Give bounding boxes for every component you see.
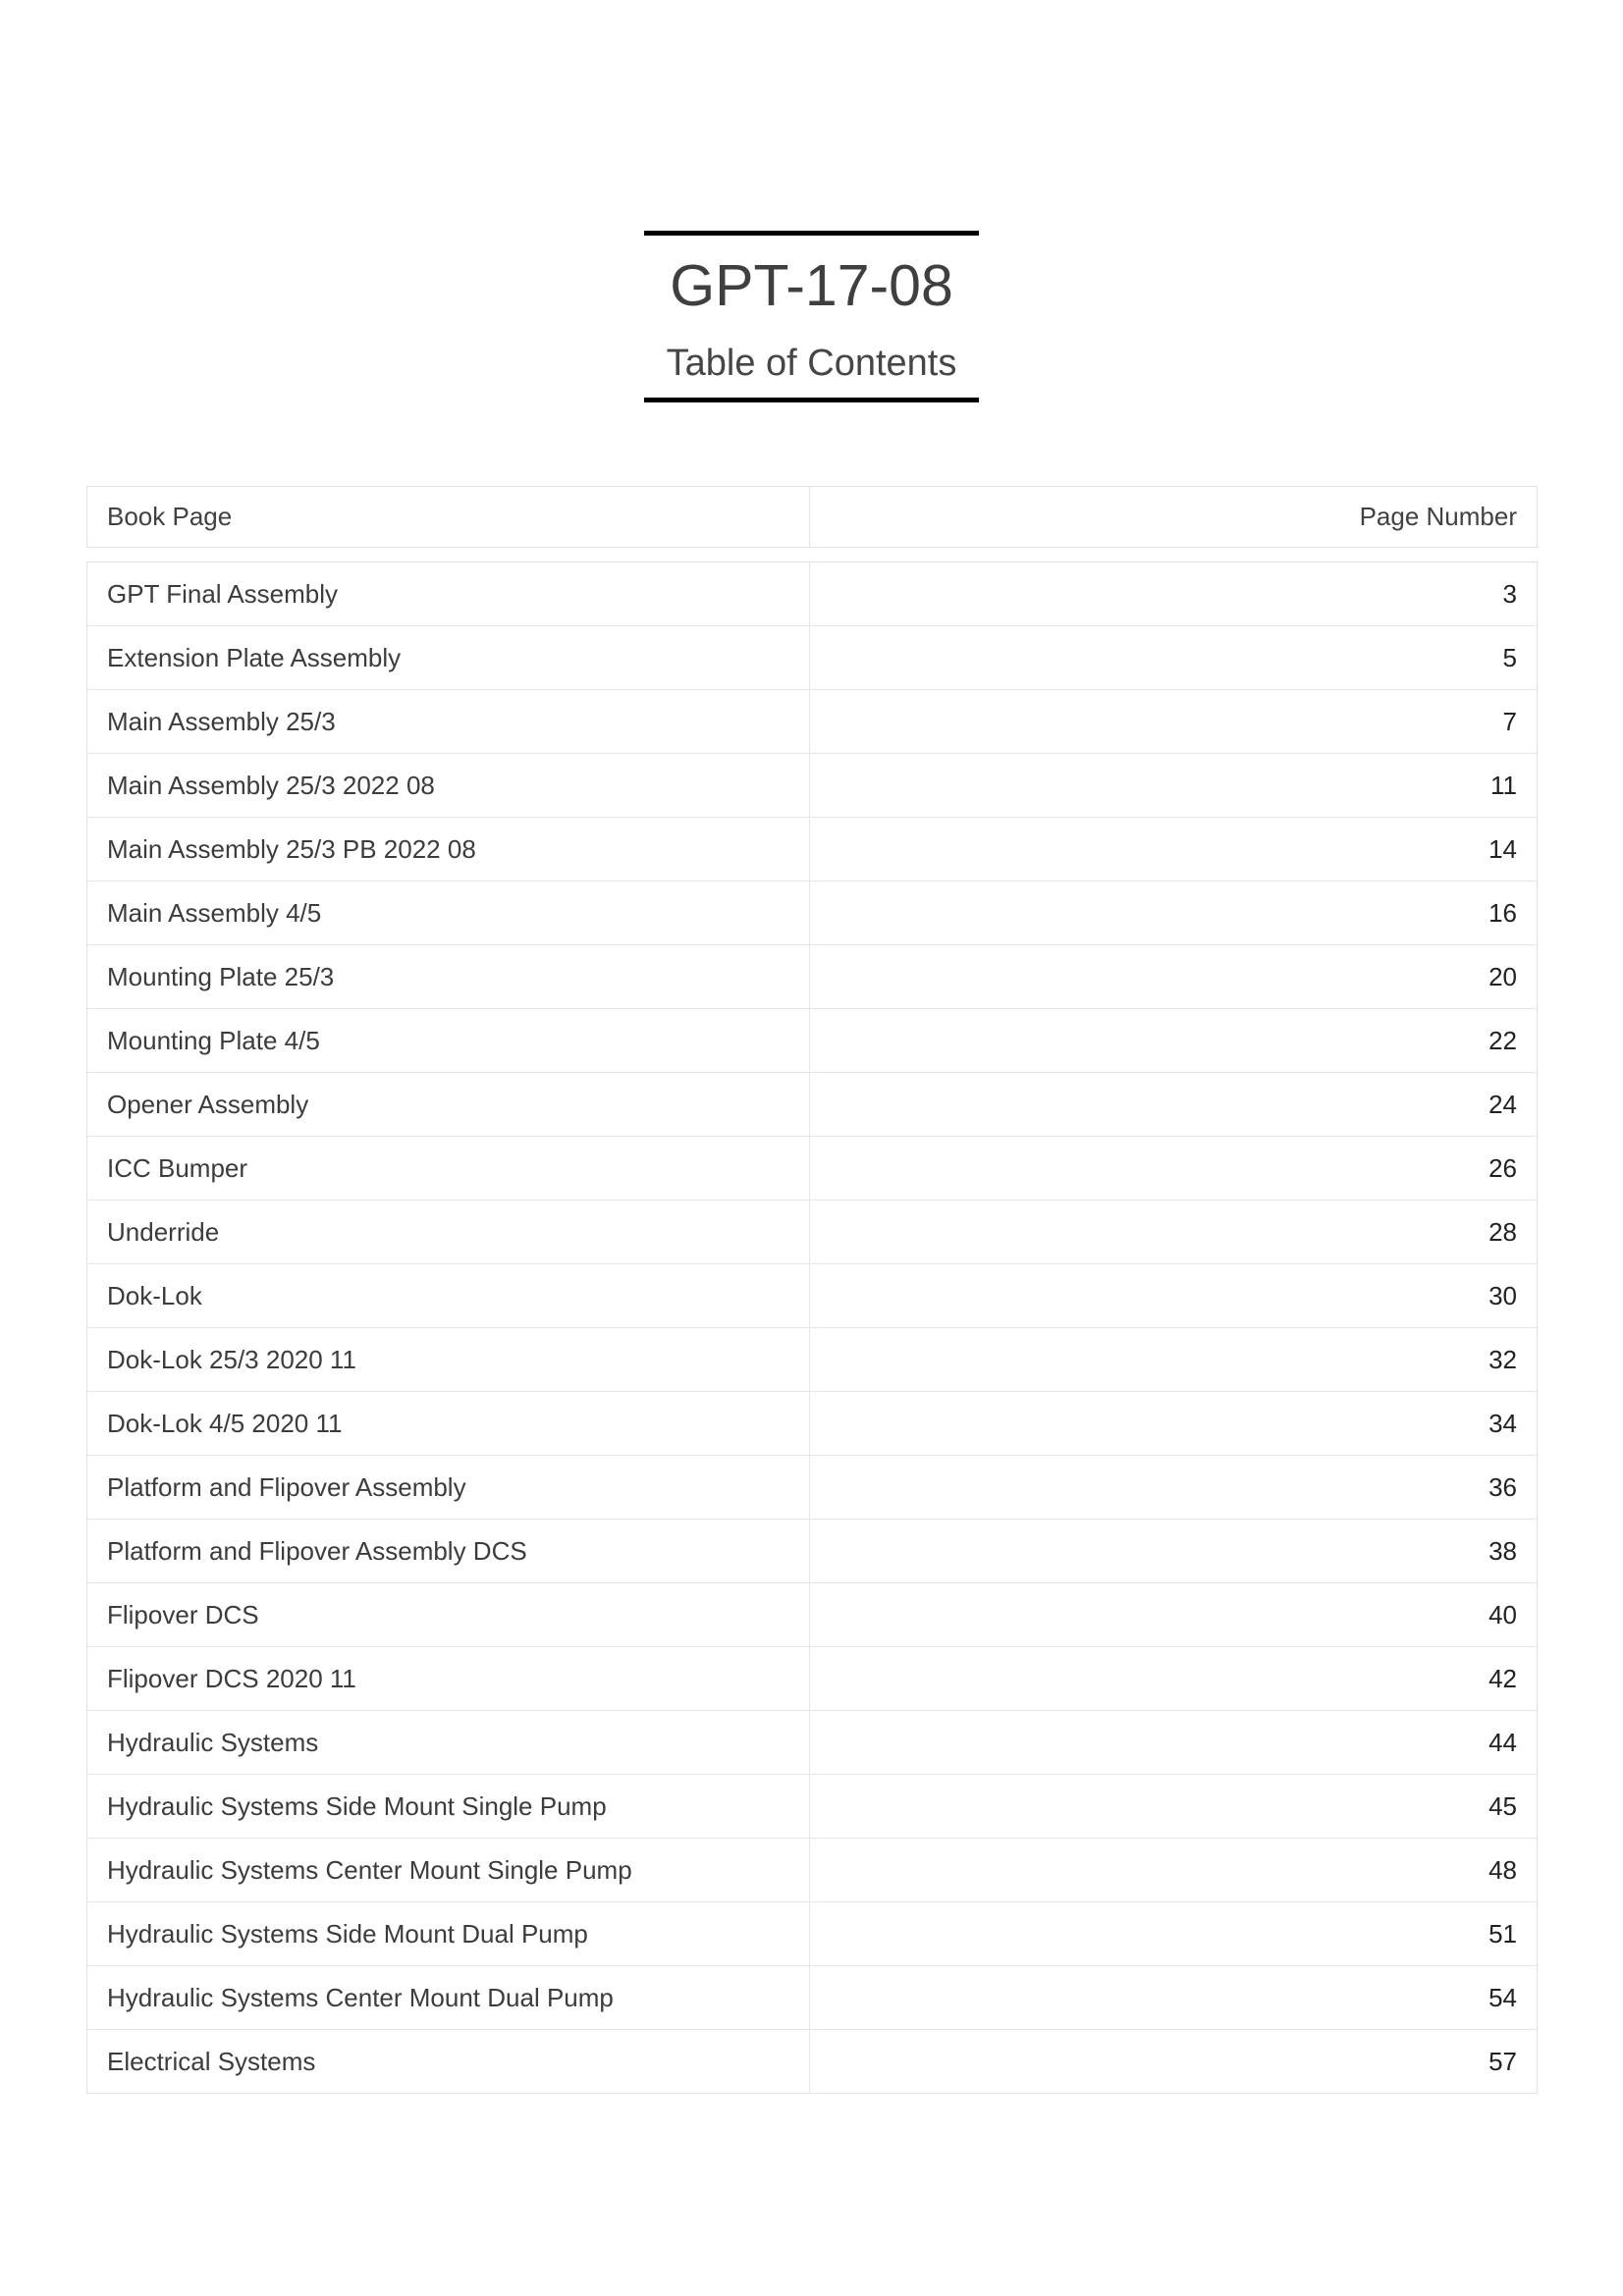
cell-page-number: 54	[1488, 1982, 1517, 2012]
table-row[interactable]	[87, 626, 1537, 690]
cell-book-page: Hydraulic Systems Center Mount Dual Pump	[87, 1966, 810, 2029]
cell-page-number: 51	[1488, 1918, 1517, 1949]
table-row[interactable]	[87, 2030, 1537, 2094]
title-block	[0, 231, 1623, 402]
column-header-page-number: Page Number	[1359, 502, 1517, 531]
cell-book-page: Dok-Lok 25/3 2020 11	[87, 1328, 810, 1391]
cell-page-number: 5	[1502, 642, 1517, 672]
table-row[interactable]	[87, 1839, 1537, 1902]
table-row[interactable]	[87, 1456, 1537, 1520]
cell-page-number: 22	[1488, 1025, 1517, 1055]
cell-page-number: 30	[1488, 1280, 1517, 1310]
page-subtitle: Table of Contents	[666, 343, 957, 384]
table-row[interactable]	[87, 1583, 1537, 1647]
cell-page-number: 28	[1488, 1216, 1517, 1247]
cell-book-page: Opener Assembly	[87, 1073, 810, 1136]
cell-page-number: 24	[1488, 1089, 1517, 1119]
cell-book-page: GPT Final Assembly	[87, 562, 810, 625]
table-row[interactable]	[87, 754, 1537, 818]
table-row[interactable]	[87, 1201, 1537, 1264]
table-row[interactable]	[87, 1264, 1537, 1328]
table-row[interactable]	[87, 690, 1537, 754]
cell-page-number: 7	[1502, 706, 1517, 736]
cell-book-page: Flipover DCS 2020 11	[87, 1647, 810, 1710]
cell-page-number: 48	[1488, 1854, 1517, 1885]
table-row[interactable]	[87, 1966, 1537, 2030]
cell-page-number: 26	[1488, 1152, 1517, 1183]
cell-book-page: ICC Bumper	[87, 1137, 810, 1200]
cell-book-page: Extension Plate Assembly	[87, 626, 810, 689]
table-row[interactable]	[87, 1711, 1537, 1775]
cell-book-page: Dok-Lok	[87, 1264, 810, 1327]
table-row[interactable]	[87, 1328, 1537, 1392]
table-row[interactable]	[87, 945, 1537, 1009]
column-header-book-page: Book Page	[87, 487, 810, 547]
table-body	[86, 561, 1538, 2094]
table-row[interactable]	[87, 562, 1537, 626]
cell-book-page: Main Assembly 25/3 2022 08	[87, 754, 810, 817]
cell-book-page: Hydraulic Systems Side Mount Single Pump	[87, 1775, 810, 1838]
cell-page-number: 14	[1488, 833, 1517, 864]
cell-page-number: 57	[1488, 2046, 1517, 2076]
table-row[interactable]	[87, 1392, 1537, 1456]
cell-page-number: 44	[1488, 1727, 1517, 1757]
cell-page-number: 45	[1488, 1790, 1517, 1821]
cell-page-number: 20	[1488, 961, 1517, 991]
cell-book-page: Platform and Flipover Assembly DCS	[87, 1520, 810, 1582]
cell-book-page: Main Assembly 25/3	[87, 690, 810, 753]
table-of-contents	[86, 486, 1538, 2094]
table-row[interactable]	[87, 1137, 1537, 1201]
table-row[interactable]	[87, 1775, 1537, 1839]
cell-page-number: 42	[1488, 1663, 1517, 1693]
table-row[interactable]	[87, 818, 1537, 881]
title-rule-top	[644, 231, 979, 236]
cell-page-number: 32	[1488, 1344, 1517, 1374]
cell-page-number: 34	[1488, 1408, 1517, 1438]
table-row[interactable]	[87, 1009, 1537, 1073]
table-header-row	[86, 486, 1538, 548]
cell-book-page: Flipover DCS	[87, 1583, 810, 1646]
cell-book-page: Main Assembly 25/3 PB 2022 08	[87, 818, 810, 881]
table-row[interactable]	[87, 881, 1537, 945]
cell-page-number: 38	[1488, 1535, 1517, 1566]
cell-book-page: Dok-Lok 4/5 2020 11	[87, 1392, 810, 1455]
cell-book-page: Platform and Flipover Assembly	[87, 1456, 810, 1519]
cell-book-page: Underride	[87, 1201, 810, 1263]
table-row[interactable]	[87, 1647, 1537, 1711]
cell-book-page: Mounting Plate 25/3	[87, 945, 810, 1008]
page-title: GPT-17-08	[670, 253, 953, 318]
title-rule-bottom	[644, 398, 979, 402]
cell-book-page: Main Assembly 4/5	[87, 881, 810, 944]
cell-page-number: 40	[1488, 1599, 1517, 1629]
cell-page-number: 36	[1488, 1471, 1517, 1502]
table-row[interactable]	[87, 1902, 1537, 1966]
cell-page-number: 11	[1490, 770, 1517, 800]
cell-book-page: Hydraulic Systems Center Mount Single Pump	[87, 1839, 810, 1901]
cell-book-page: Hydraulic Systems Side Mount Dual Pump	[87, 1902, 810, 1965]
table-row[interactable]	[87, 1520, 1537, 1583]
cell-book-page: Electrical Systems	[87, 2030, 810, 2093]
cell-book-page: Mounting Plate 4/5	[87, 1009, 810, 1072]
cell-page-number: 3	[1502, 578, 1517, 609]
cell-book-page: Hydraulic Systems	[87, 1711, 810, 1774]
table-row[interactable]	[87, 1073, 1537, 1137]
cell-page-number: 16	[1488, 897, 1517, 928]
